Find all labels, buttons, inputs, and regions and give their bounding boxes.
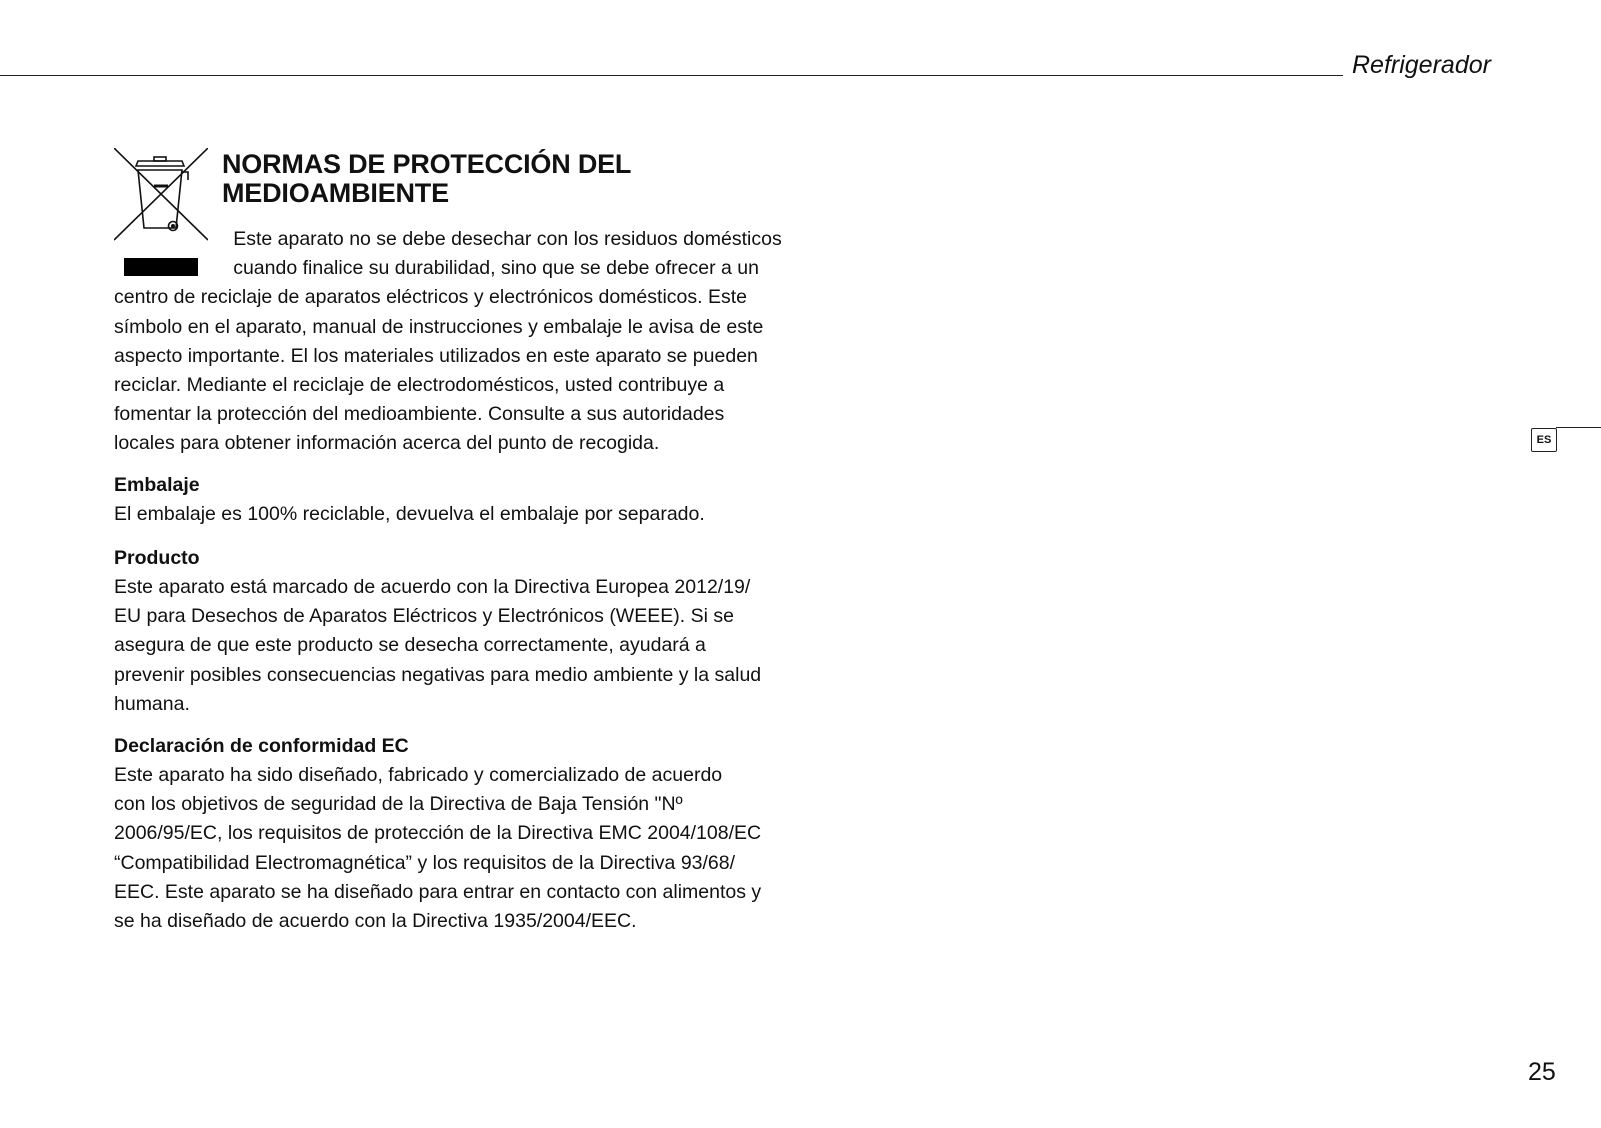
document-title: Refrigerador: [1352, 51, 1491, 79]
header-rule: [0, 75, 1343, 76]
subsection-body: Este aparato está marcado de acuerdo con la Directiva Europea 2012/19/ EU para Desechos de Aparatos Eléctricos y Electrónicos (WEEE). Si se asegura de que este producto se desecha correctamente, ayudará a prevenir posibles consecuencias negativas para medio ambiente y la salud humana.: [114, 576, 762, 715]
subsection-heading: Producto: [114, 547, 200, 569]
language-tab: ES: [1531, 428, 1557, 452]
section-title: [222, 150, 782, 208]
intro-paragraph: Este aparato no se debe desechar con los residuos domésticos cuando finalice su durabilidad, sino que se debe ofrecer a un centro de reciclaje de aparatos eléctricos y electrónicos domésticos. Este símbolo en el aparato, manual de instrucciones y embalaje le avisa de este aspecto importante. El los materiales utilizados en este aparato se pueden reciclar. Mediante el reciclaje de electrodomésticos, usted contribuye a fomentar la protección del medioambiente. Consulte a sus autoridades locales para obtener información acerca del punto de recogida.: [114, 228, 782, 455]
subsection-declaracion: [114, 732, 786, 936]
page-number: 25: [1528, 1058, 1556, 1086]
language-tab-rule: [1556, 427, 1601, 428]
section-title-text: NORMAS DE PROTECCIÓN DEL MEDIOAMBIENTE: [222, 149, 632, 208]
subsection-embalaje: [114, 471, 786, 529]
subsection-heading: Declaración de conformidad EC: [114, 735, 409, 757]
subsection-body: Este aparato ha sido diseñado, fabricado y comercializado de acuerdo con los objetivos de seguridad de la Directiva de Baja Tensión "Nº 2006/95/EC, los requisitos de protección de la Directiva EMC 2004/108/EC “Compatibilidad Electromagnética” y los requisitos de la Directiva 93/68/ EEC. Este aparato se ha diseñado para entrar en contacto con alimentos y se ha diseñado de acuerdo con la Directiva 1935/2004/EEC.: [114, 764, 762, 933]
subsection-producto: [114, 544, 786, 719]
subsection-body: El embalaje es 100% reciclable, devuelva el embalaje por separado.: [114, 503, 705, 525]
subsection-heading: Embalaje: [114, 474, 200, 496]
